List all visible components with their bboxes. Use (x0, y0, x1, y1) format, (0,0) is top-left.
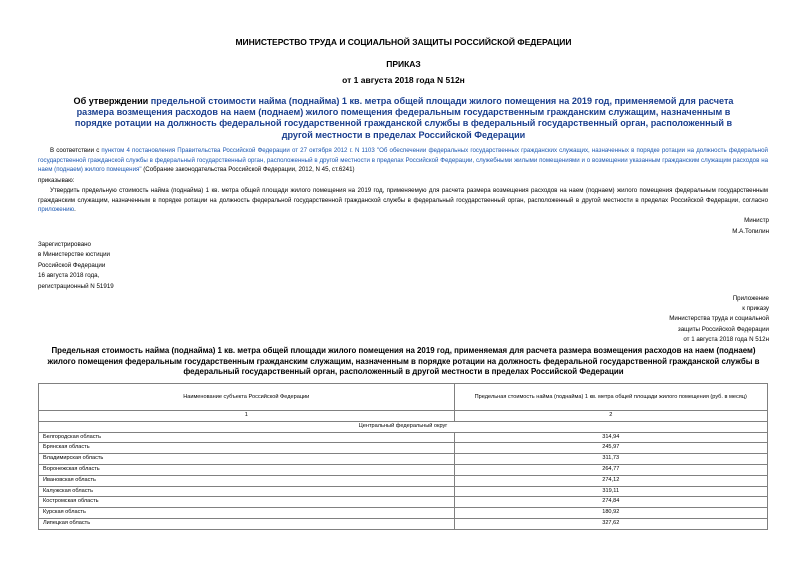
appendix-title: Предельная стоимость найма (поднайма) 1 кв. метра общей площади жилого помещения на 2019 год, применяемая для расчета размера возмещения расходов на наем (поднаем) жилого помещения федеральным государственным гражданским служащим, назначенным в порядке ротации на должность федеральной государственной гражданской службы в федеральный государственный орган, расположенный в другой местности в пределах Российской Федерации (47, 346, 760, 377)
registration-line: регистрационный N 51919 (38, 282, 114, 290)
registration-line: Зарегистрировано (38, 241, 91, 248)
table-number-row (39, 411, 768, 422)
table-row (39, 508, 768, 519)
document-title (70, 96, 737, 141)
region-name: Брянская область (39, 443, 455, 454)
signer-name: М.А.Топилин (732, 228, 769, 235)
order-date-number: от 1 августа 2018 года N 512н (342, 75, 465, 85)
table-row (39, 475, 768, 486)
ministry-heading: МИНИСТЕРСТВО ТРУДА И СОЦИАЛЬНОЙ ЗАЩИТЫ РОССИЙСКОЙ ФЕДЕРАЦИИ (235, 37, 572, 47)
appendix-line: к приказу (742, 305, 769, 313)
appendix-header (669, 294, 769, 345)
appendix-link[interactable]: приложению (38, 206, 75, 214)
rate-value: 274,12 (454, 475, 767, 486)
region-name: Воронежская область (39, 464, 455, 475)
document-type: ПРИКАЗ (386, 59, 421, 69)
decree-link[interactable]: пунктом 4 постановления Правительства Российской Федерации от 27 октября 2012 г. N 1103 "Об обеспечении федеральных государственных гражданских служащих, назначенных в порядке ротации на должность федеральной государственной гражданской службы в федеральный государственный орган, расположенный в другой местности в пределах Российской Федерации, служебными жилыми помещениями и о возмещении указанным гражданским служащим расходов на наем (поднаем) жилого помещения" (38, 147, 768, 174)
table-row (39, 454, 768, 465)
rate-value: 319,11 (454, 486, 767, 497)
region-name: Костромская область (39, 497, 455, 508)
preamble (38, 146, 768, 175)
table-row (39, 486, 768, 497)
preamble-text: В соответствии с (50, 147, 102, 154)
column-header-rate: Предельная стоимость найма (поднайма) 1 кв. метра общей площади жилого помещения (руб. в месяц) (454, 384, 767, 411)
region-name: Ивановская область (39, 475, 455, 486)
registration-line: Российской Федерации (38, 261, 106, 269)
title-prefix: Об утверждении (73, 96, 151, 106)
column-header-region: Наименование субъекта Российской Федерации (39, 384, 455, 411)
title-link[interactable]: предельной стоимости найма (поднайма) 1 кв. метра общей площади жилого помещения на 2019 год, применяемой для расчета размера возмещения расходов на наем (поднаем) жилого помещения федеральным государственным гражданским служащим, назначенным в порядке ротации на должность федеральной государственной гражданской службы в федеральный государственный орган, расположенный в другой местности в пределах Российской Федерации (74, 96, 734, 140)
table-header-row (39, 384, 768, 411)
region-name: Калужская область (39, 486, 455, 497)
appendix-line: защиты Российской Федерации (677, 325, 769, 333)
section-federal-district: Центральный федеральный округ (39, 421, 768, 432)
rate-value: 180,92 (454, 508, 767, 519)
registration-line: 16 августа 2018 года, (38, 272, 100, 280)
rate-value: 245,97 (454, 443, 767, 454)
order-word: приказываю: (38, 177, 75, 184)
registration-line: в Министерстве юстиции (38, 251, 111, 259)
rate-value: 274,84 (454, 497, 767, 508)
preamble-source: (Собрание законодательства Российской Федерации, 2012, N 45, ст.6241) (141, 166, 355, 174)
rate-value: 264,77 (454, 464, 767, 475)
rate-value: 314,94 (454, 432, 767, 443)
appendix-line: Приложение (732, 295, 769, 302)
signature-block (732, 215, 769, 237)
column-number: 1 (39, 411, 455, 422)
appendix-line: Министерства труда и социальной (669, 315, 769, 323)
appendix-line: от 1 августа 2018 года N 512н (683, 335, 769, 343)
approve-text: Утвердить предельную стоимость найма (поднайма) 1 кв. метра общей площади жилого помещения на 2019 год, применяемую для расчета размера возмещения расходов на наем (поднаем) жилого помещения федеральным государственным гражданским служащим, назначенным в порядке ротации на должность федеральной государственной гражданской службы в федеральный государственный орган, расположенный в другой местности в пределах Российской Федерации, согласно (38, 187, 768, 204)
rate-value: 311,73 (454, 454, 767, 465)
rate-value: 327,62 (454, 518, 767, 529)
table-row (39, 497, 768, 508)
approve-end: . (74, 206, 76, 214)
table-section-row (39, 421, 768, 432)
region-name: Белгородская область (39, 432, 455, 443)
column-number: 2 (454, 411, 767, 422)
region-name: Курская область (39, 508, 455, 519)
rates-table (38, 383, 768, 530)
region-name: Владимирская область (39, 454, 455, 465)
table-row (39, 518, 768, 529)
approve-paragraph (38, 186, 768, 215)
table-row (39, 432, 768, 443)
registration-block (38, 240, 114, 292)
table-row (39, 464, 768, 475)
table-row (39, 443, 768, 454)
region-name: Липецкая область (39, 518, 455, 529)
signer-role: Министр (744, 217, 769, 224)
